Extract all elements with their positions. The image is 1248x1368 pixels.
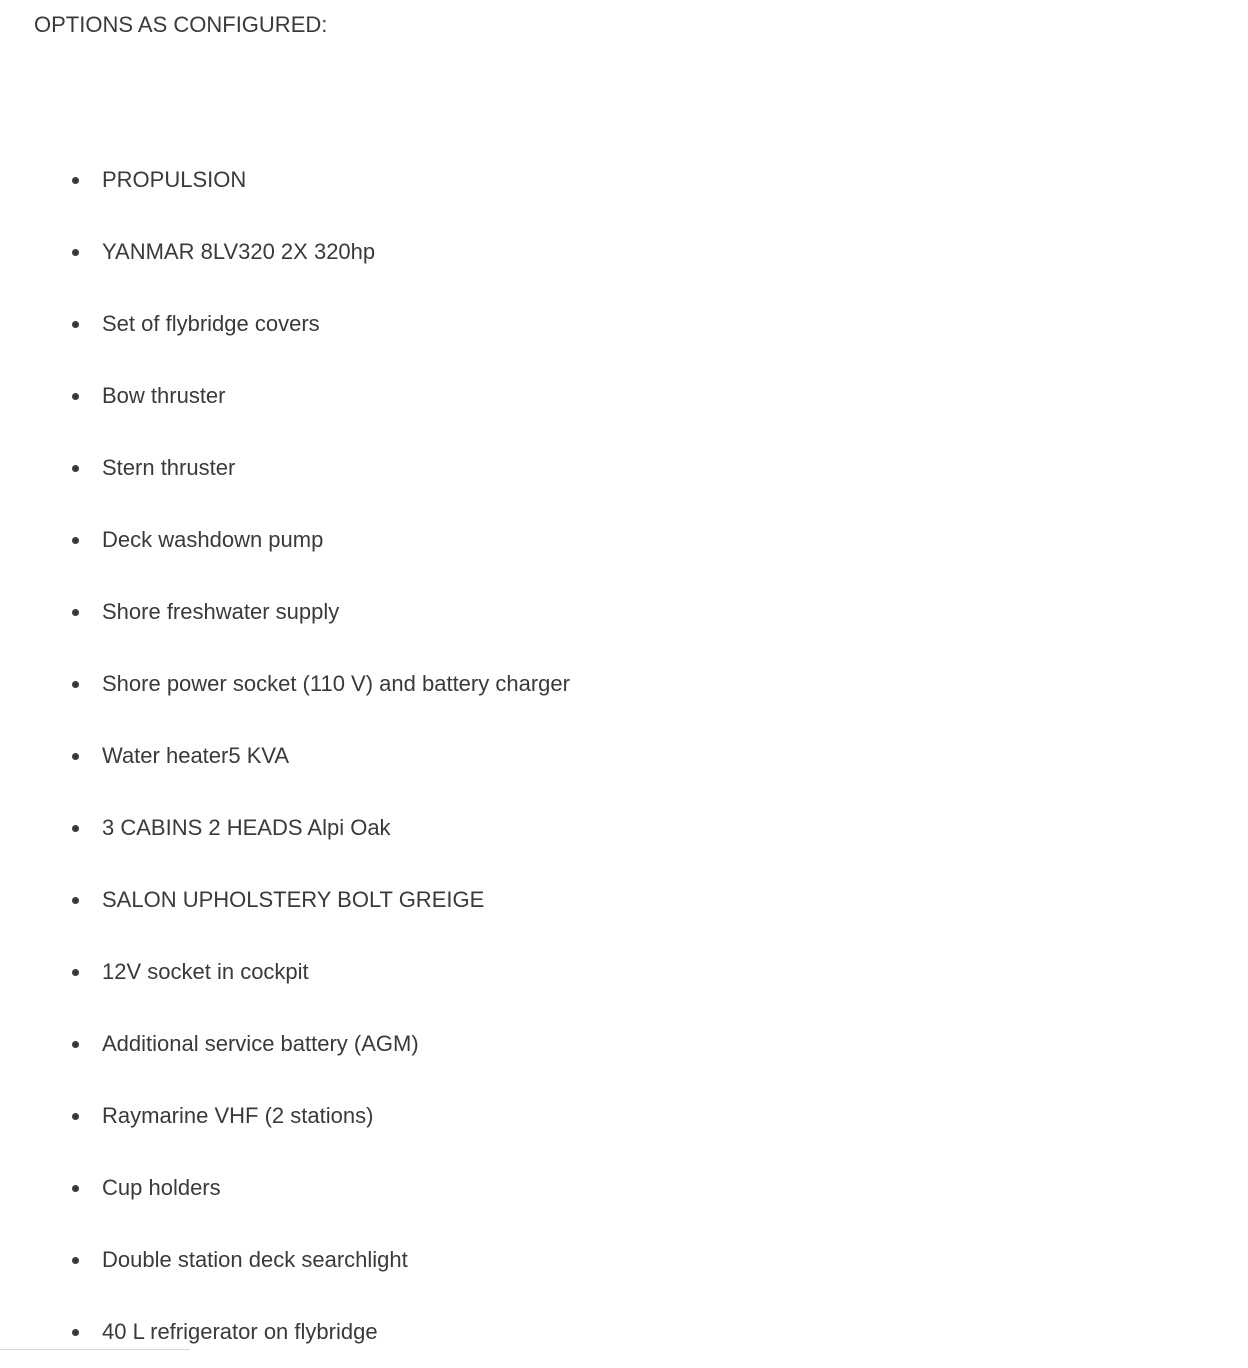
list-item xyxy=(34,360,570,432)
list-item xyxy=(34,936,570,1008)
list-item-label: Double station deck searchlight xyxy=(102,1247,408,1272)
list-item xyxy=(34,1008,570,1080)
bullet-icon xyxy=(72,393,79,400)
bullet-icon xyxy=(72,897,79,904)
list-item xyxy=(34,144,570,216)
list-item-label: SALON UPHOLSTERY BOLT GREIGE xyxy=(102,887,485,912)
bullet-icon xyxy=(72,1113,79,1120)
list-item-label: Shore freshwater supply xyxy=(102,599,340,624)
bullet-icon xyxy=(72,1329,79,1336)
bullet-icon xyxy=(72,537,79,544)
list-item xyxy=(34,432,570,504)
bullet-icon xyxy=(72,321,79,328)
list-item-label: 3 CABINS 2 HEADS Alpi Oak xyxy=(102,815,391,840)
list-item xyxy=(34,1152,570,1224)
list-item xyxy=(34,864,570,936)
list-item xyxy=(34,1296,570,1368)
list-item-label: 40 L refrigerator on flybridge xyxy=(102,1319,378,1344)
list-item-label: Bow thruster xyxy=(102,383,226,408)
bullet-icon xyxy=(72,1257,79,1264)
list-item xyxy=(34,648,570,720)
list-item-label: Water heater5 KVA xyxy=(102,743,290,768)
list-item-label: Cup holders xyxy=(102,1175,221,1200)
list-item-label: Deck washdown pump xyxy=(102,527,324,552)
bullet-icon xyxy=(72,1041,79,1048)
list-item-label: YANMAR 8LV320 2X 320hp xyxy=(102,239,376,264)
list-item-label: Set of flybridge covers xyxy=(102,311,320,336)
bullet-icon xyxy=(72,177,79,184)
bullet-icon xyxy=(72,249,79,256)
bullet-icon xyxy=(72,465,79,472)
list-item-label: 12V socket in cockpit xyxy=(102,959,309,984)
list-item-label: PROPULSION xyxy=(102,167,247,192)
list-item xyxy=(34,1080,570,1152)
list-item xyxy=(34,288,570,360)
list-item xyxy=(34,792,570,864)
bullet-icon xyxy=(72,969,79,976)
list-item-label: Raymarine VHF (2 stations) xyxy=(102,1103,374,1128)
section-heading: OPTIONS AS CONFIGURED: xyxy=(34,12,328,37)
list-item xyxy=(34,504,570,576)
options-section xyxy=(34,0,1214,1344)
list-item-label: Stern thruster xyxy=(102,455,236,480)
bullet-icon xyxy=(72,681,79,688)
list-item xyxy=(34,576,570,648)
options-list xyxy=(34,144,570,1368)
list-item xyxy=(34,720,570,792)
list-item-label: Shore power socket (110 V) and battery charger xyxy=(102,671,570,696)
list-item xyxy=(34,1224,570,1296)
bullet-icon xyxy=(72,1185,79,1192)
bullet-icon xyxy=(72,825,79,832)
list-item xyxy=(34,216,570,288)
list-item-label: Additional service battery (AGM) xyxy=(102,1031,419,1056)
bullet-icon xyxy=(72,753,79,760)
bullet-icon xyxy=(72,609,79,616)
